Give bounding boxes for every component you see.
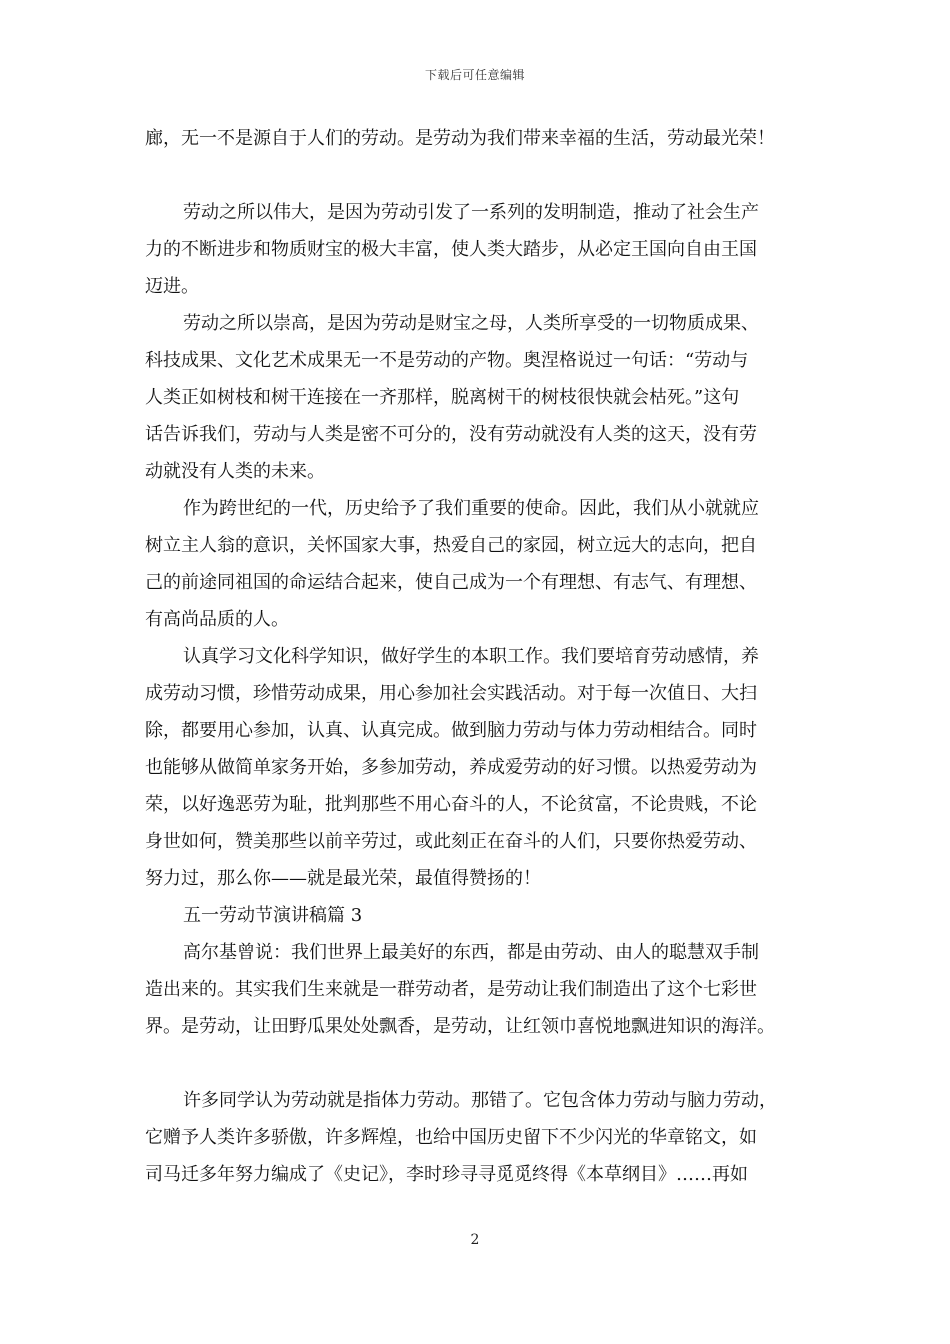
text-line: 努力过，那么你——就是最光荣，最值得赞扬的！ bbox=[145, 868, 541, 889]
text-line: 树立主人翁的意识，关怀国家大事，热爱自己的家园，树立远大的志向，把自 bbox=[145, 535, 757, 556]
document-body bbox=[145, 120, 815, 1193]
section-heading: 五一劳动节演讲稿篇 3 bbox=[183, 905, 363, 926]
text-line: 话告诉我们，劳动与人类是密不可分的，没有劳动就没有人类的这天，没有劳 bbox=[145, 424, 757, 445]
text-line: 迈进。 bbox=[145, 276, 199, 297]
text-line: 造出来的。其实我们生来就是一群劳动者，是劳动让我们制造出了这个七彩世 bbox=[145, 979, 757, 1000]
text-line: 力的不断进步和物质财宝的极大丰富，使人类大踏步，从必定王国向自由王国 bbox=[145, 239, 757, 260]
text-line: 成劳动习惯，珍惜劳动成果，用心参加社会实践活动。对于每一次值日、大扫 bbox=[145, 683, 757, 704]
text-line: 也能够从做简单家务开始，多参加劳动，养成爱劳动的好习惯。以热爱劳动为 bbox=[145, 757, 757, 778]
text-line: 司马迁多年努力编成了《史记》，李时珍寻寻觅觅终得《本草纲目》……再如 bbox=[145, 1164, 748, 1185]
text-line: 高尔基曾说：我们世界上最美好的东西，都是由劳动、由人的聪慧双手制 bbox=[183, 942, 759, 963]
text-line: 劳动之所以伟大，是因为劳动引发了一系列的发明制造，推动了社会生产 bbox=[183, 202, 759, 223]
text-line: 它赠予人类许多骄傲，许多辉煌，也给中国历史留下不少闪光的华章铭文，如 bbox=[145, 1127, 757, 1148]
text-line: 许多同学认为劳动就是指体力劳动。那错了。它包含体力劳动与脑力劳动， bbox=[183, 1090, 777, 1111]
paragraph-gap bbox=[145, 157, 815, 194]
paragraph-gap bbox=[145, 1045, 815, 1082]
text-line: 认真学习文化科学知识，做好学生的本职工作。我们要培育劳动感情，养 bbox=[183, 646, 759, 667]
page-number: 2 bbox=[470, 1232, 480, 1248]
text-line: 界。是劳动，让田野瓜果处处飘香，是劳动，让红领巾喜悦地飘进知识的海洋。 bbox=[145, 1016, 775, 1037]
text-line: 己的前途同祖国的命运结合起来，使自己成为一个有理想、有志气、有理想、 bbox=[145, 572, 757, 593]
text-line: 动就没有人类的未来。 bbox=[145, 461, 325, 482]
text-line: 除，都要用心参加，认真、认真完成。做到脑力劳动与体力劳动相结合。同时 bbox=[145, 720, 757, 741]
text-line: 荣，以好逸恶劳为耻，批判那些不用心奋斗的人，不论贫富，不论贵贱，不论 bbox=[145, 794, 757, 815]
text-line: 劳动之所以崇高，是因为劳动是财宝之母，人类所享受的一切物质成果、 bbox=[183, 313, 759, 334]
text-line: 作为跨世纪的一代，历史给予了我们重要的使命。因此，我们从小就就应 bbox=[183, 498, 759, 519]
text-line: 科技成果、文化艺术成果无一不是劳动的产物。奥涅格说过一句话：“劳动与 bbox=[145, 350, 749, 371]
text-line: 人类正如树枝和树干连接在一齐那样，脱离树干的树枝很快就会枯死。”这句 bbox=[145, 387, 740, 408]
text-line: 廊，无一不是源自于人们的劳动。是劳动为我们带来幸福的生活，劳动最光荣！ bbox=[145, 128, 775, 149]
page-header: 下载后可任意编辑 bbox=[424, 68, 525, 82]
text-line: 有高尚品质的人。 bbox=[145, 609, 289, 630]
text-line: 身世如何，赞美那些以前辛劳过，或此刻正在奋斗的人们，只要你热爱劳动、 bbox=[145, 831, 757, 852]
